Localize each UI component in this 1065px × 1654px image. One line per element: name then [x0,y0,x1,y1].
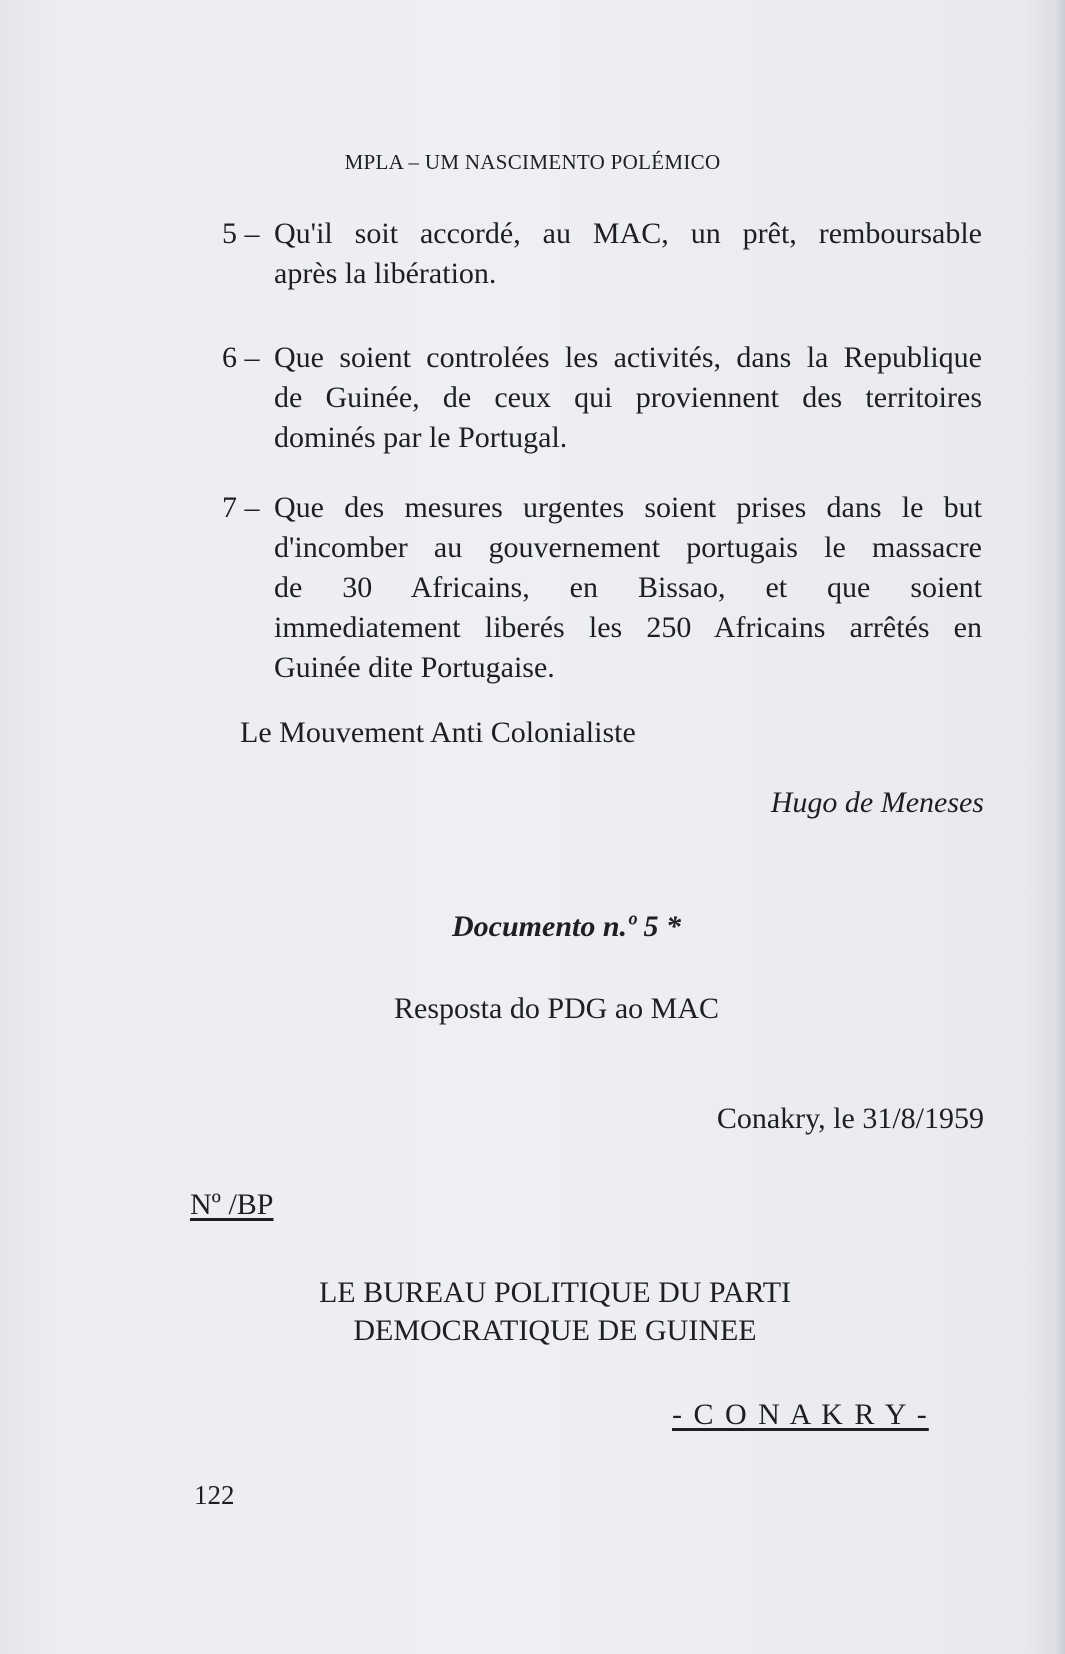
bureau-line-1: LE BUREAU POLITIQUE DU PARTI [318,1276,792,1309]
item-line: Guinée dite Portugaise. [274,651,555,684]
item-line: dominés par le Portugal. [274,421,568,454]
item-line: de Guinée, de ceux qui proviennent des territoires [274,381,982,414]
document-heading: Documento n.º 5 * [452,910,682,943]
page-number: 122 [194,1480,235,1510]
item-number: 6 – [222,341,260,374]
item-number: 7 – [222,491,260,524]
city-name: - C O N A K R Y - [672,1398,929,1431]
running-header: MPLA – UM NASCIMENTO POLÉMICO [344,150,721,174]
document-subtitle: Resposta do PDG ao MAC [394,992,720,1025]
item-line: d'incomber au gouvernement portugais le massacre [274,531,982,564]
place-date: Conakry, le 31/8/1959 [716,1102,984,1135]
reference-number: Nº /BP [190,1188,274,1221]
item-line: de 30 Africains, en Bissao, et que soient [274,571,982,604]
signatory: Hugo de Meneses [770,786,984,819]
item-line: Qu'il soit accordé, au MAC, un prêt, remboursable [274,217,982,250]
item-line: immediatement liberés les 250 Africains arrêtés en [274,611,982,644]
item-number: 5 – [222,217,260,250]
page-edge [1053,0,1065,1654]
item-line: Que des mesures urgentes soient prises dans le but [274,491,982,524]
bureau-line-2: DEMOCRATIQUE DE GUINEE [353,1314,757,1347]
item-line: Que soient controlées les activités, dans la Republique [274,341,982,374]
organization-name: Le Mouvement Anti Colonialiste [240,716,636,749]
item-line: après la libération. [274,257,497,290]
